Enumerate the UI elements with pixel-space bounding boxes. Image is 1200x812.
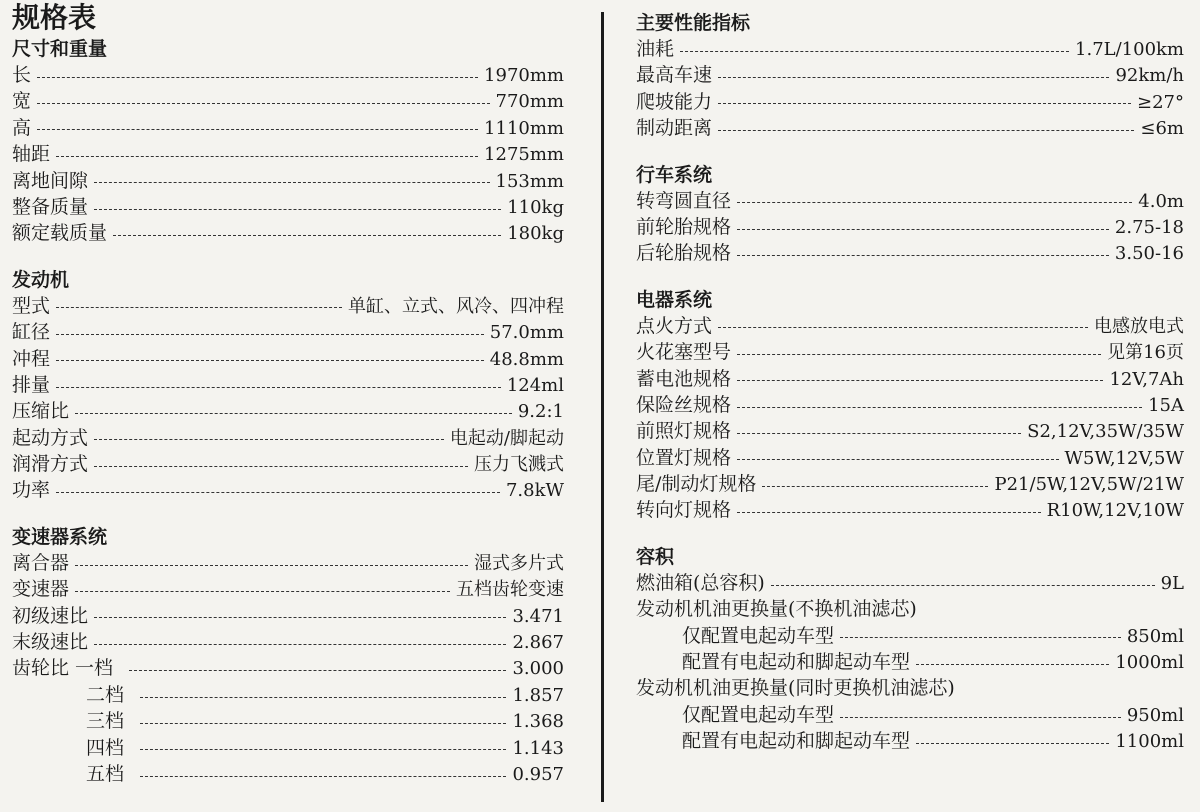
spec-label: 爬坡能力 <box>636 90 713 113</box>
dot-leader <box>56 360 484 361</box>
spec-row <box>12 425 564 451</box>
dot-leader <box>718 327 1088 328</box>
spec-label: 整备质量 <box>12 195 89 218</box>
spec-row <box>12 346 564 372</box>
dot-leader <box>840 717 1121 718</box>
spec-row <box>636 339 1184 365</box>
spec-row <box>636 392 1184 418</box>
dot-leader <box>737 202 1132 203</box>
right-column <box>636 10 1184 755</box>
gear-row <box>12 708 564 734</box>
dot-leader <box>916 743 1109 744</box>
spec-value: 1000ml <box>1115 652 1184 674</box>
spec-label: 额定载质量 <box>12 222 108 245</box>
gear-row <box>12 682 564 708</box>
dot-leader <box>762 486 988 487</box>
spec-row <box>12 194 564 220</box>
spec-label: 压缩比 <box>12 400 70 423</box>
spec-label: 型式 <box>12 294 51 317</box>
spec-row <box>12 88 564 114</box>
spec-row <box>636 728 1184 754</box>
spec-label: 最高车速 <box>636 64 713 87</box>
spec-label: 润滑方式 <box>12 453 89 476</box>
gear-ratio-label: 齿轮比 <box>12 657 70 680</box>
spec-row <box>12 62 564 88</box>
gear-label: 三档 <box>86 710 125 733</box>
spec-row <box>12 550 564 576</box>
dot-leader <box>140 697 506 698</box>
gear-row <box>12 735 564 761</box>
dot-leader <box>140 776 506 777</box>
column-divider <box>601 12 604 802</box>
dot-leader <box>737 512 1041 513</box>
spec-value: 五档齿轮变速 <box>456 579 564 601</box>
spec-value: 124ml <box>506 374 564 396</box>
spec-row <box>12 220 564 246</box>
spec-value: 9.2:1 <box>517 401 564 423</box>
spec-row <box>636 62 1184 88</box>
dot-leader <box>56 387 501 388</box>
dot-leader <box>75 591 450 592</box>
spec-row <box>12 141 564 167</box>
spec-label: 轴距 <box>12 143 51 166</box>
spec-label: 尾/制动灯规格 <box>636 473 757 496</box>
spec-label: 配置有电起动和脚起动车型 <box>682 651 911 674</box>
dot-leader <box>56 156 478 157</box>
dot-leader <box>718 103 1131 104</box>
spec-label: 缸径 <box>12 321 51 344</box>
spec-row <box>12 293 564 319</box>
spec-value: 2.75-18 <box>1114 216 1184 238</box>
spec-value: 110kg <box>507 196 564 218</box>
section-heading-electrical: 电器系统 <box>636 288 713 311</box>
spec-row <box>636 497 1184 523</box>
spec-value: 180kg <box>507 223 564 245</box>
spec-row <box>12 451 564 477</box>
dot-leader <box>737 459 1059 460</box>
spec-row <box>12 115 564 141</box>
spec-label: 制动距离 <box>636 117 713 140</box>
dot-leader <box>737 380 1103 381</box>
spec-row <box>12 372 564 398</box>
spec-value: 压力飞溅式 <box>474 454 564 476</box>
spec-row <box>636 240 1184 266</box>
spec-label: 离合器 <box>12 551 70 574</box>
spec-row <box>636 36 1184 62</box>
spec-value: 3.50-16 <box>1114 243 1184 265</box>
gear-row <box>12 655 564 681</box>
spec-row <box>636 418 1184 444</box>
dot-leader <box>75 565 468 566</box>
dot-leader <box>737 407 1142 408</box>
spec-label: 前轮胎规格 <box>636 215 732 238</box>
spec-label: 变速器 <box>12 578 70 601</box>
left-column <box>12 0 564 787</box>
page-title: 规格表 <box>12 1 97 34</box>
dot-leader <box>771 585 1155 586</box>
dot-leader <box>113 235 501 236</box>
spec-value: 12V,7Ah <box>1109 368 1184 390</box>
dot-leader <box>737 229 1109 230</box>
spec-value: R10W,12V,10W <box>1046 500 1184 522</box>
spec-label: 点火方式 <box>636 314 713 337</box>
spec-value: 57.0mm <box>489 322 564 344</box>
spec-value: 电起动/脚起动 <box>449 427 564 449</box>
spec-label: 宽 <box>12 90 32 113</box>
spec-label: 功率 <box>12 479 51 502</box>
gear-value: 1.368 <box>512 711 564 733</box>
spec-value: 9L <box>1160 572 1184 594</box>
spec-value: 153mm <box>495 170 564 192</box>
gear-label: 一档 <box>75 657 114 680</box>
spec-row <box>12 629 564 655</box>
dot-leader <box>94 209 501 210</box>
dot-leader <box>56 307 342 308</box>
dot-leader <box>129 670 506 671</box>
dot-leader <box>56 334 484 335</box>
dot-leader <box>840 637 1121 638</box>
spec-value: 1110mm <box>484 117 564 139</box>
spec-label: 配置有电起动和脚起动车型 <box>682 730 911 753</box>
spec-label: 离地间隙 <box>12 169 89 192</box>
spec-value: 850ml <box>1126 625 1184 647</box>
spec-value: P21/5W,12V,5W/21W <box>994 474 1184 496</box>
spec-value: 电感放电式 <box>1094 315 1184 337</box>
spec-label: 仅配置电起动车型 <box>682 624 835 647</box>
section-heading-transmission: 变速器系统 <box>12 525 108 548</box>
spec-label: 前照灯规格 <box>636 420 732 443</box>
spec-value: ≥27° <box>1137 91 1184 113</box>
dot-leader <box>37 103 489 104</box>
spec-row <box>636 214 1184 240</box>
spec-value: 48.8mm <box>489 348 564 370</box>
spec-label: 转弯圆直径 <box>636 189 732 212</box>
dot-leader <box>75 413 512 414</box>
gear-label: 五档 <box>86 762 125 785</box>
spec-value: 950ml <box>1126 704 1184 726</box>
spec-label: 冲程 <box>12 347 51 370</box>
spec-label: 末级速比 <box>12 631 89 654</box>
spec-row <box>636 115 1184 141</box>
oil-group-label: 发动机机油更换量(同时更换机油滤芯) <box>636 677 955 700</box>
spec-value: 1275mm <box>484 144 564 166</box>
gear-value: 1.857 <box>512 684 564 706</box>
spec-label: 火花塞型号 <box>636 341 732 364</box>
spec-value: 单缸、立式、风冷、四冲程 <box>348 295 564 317</box>
section-heading-running: 行车系统 <box>636 163 713 186</box>
spec-row <box>12 168 564 194</box>
dot-leader <box>737 255 1109 256</box>
spec-label: 保险丝规格 <box>636 393 732 416</box>
spec-value: S2,12V,35W/35W <box>1027 421 1184 443</box>
spec-row <box>636 366 1184 392</box>
gear-label: 四档 <box>86 736 125 759</box>
dot-leader <box>94 644 506 645</box>
spec-label: 燃油箱(总容积) <box>636 571 765 594</box>
spec-row <box>12 576 564 602</box>
spec-row <box>636 649 1184 675</box>
spec-label: 高 <box>12 116 32 139</box>
gear-value: 1.143 <box>512 737 564 759</box>
spec-label: 转向灯规格 <box>636 499 732 522</box>
spec-value: 2.867 <box>512 632 564 654</box>
section-heading-capacity: 容积 <box>636 545 675 568</box>
spec-value: ≤6m <box>1140 118 1184 140</box>
dot-leader <box>140 749 506 750</box>
spec-value: 见第16页 <box>1107 342 1184 364</box>
spec-value: 湿式多片式 <box>474 552 564 574</box>
dot-leader <box>37 129 478 130</box>
spec-row <box>636 188 1184 214</box>
dot-leader <box>140 723 506 724</box>
spec-value: 3.471 <box>512 605 564 627</box>
section-heading-engine: 发动机 <box>12 268 70 291</box>
spec-row <box>12 319 564 345</box>
spec-row <box>636 623 1184 649</box>
dot-leader <box>94 466 468 467</box>
spec-row <box>636 702 1184 728</box>
dot-leader <box>94 182 489 183</box>
spec-value: 4.0m <box>1138 190 1184 212</box>
spec-value: 1100ml <box>1115 731 1184 753</box>
spec-row <box>636 471 1184 497</box>
dot-leader <box>37 77 478 78</box>
section-heading-performance: 主要性能指标 <box>636 12 751 34</box>
dot-leader <box>916 664 1109 665</box>
spec-value: W5W,12V,5W <box>1064 447 1184 469</box>
spec-row <box>12 603 564 629</box>
spec-label: 初级速比 <box>12 604 89 627</box>
spec-row <box>636 570 1184 596</box>
spec-label: 蓄电池规格 <box>636 367 732 390</box>
dot-leader <box>718 130 1134 131</box>
spec-value: 7.8kW <box>505 480 564 502</box>
gear-value: 3.000 <box>512 658 564 680</box>
spec-label: 起动方式 <box>12 426 89 449</box>
spec-value: 1970mm <box>484 65 564 86</box>
dot-leader <box>56 492 500 493</box>
dot-leader <box>680 51 1069 52</box>
spec-label: 位置灯规格 <box>636 446 732 469</box>
spec-label: 长 <box>12 64 32 86</box>
gear-row <box>12 761 564 787</box>
spec-value: 92km/h <box>1115 65 1184 87</box>
spec-value: 1.7L/100km <box>1075 39 1184 60</box>
spec-label: 仅配置电起动车型 <box>682 703 835 726</box>
spec-row <box>636 89 1184 115</box>
spec-value: 15A <box>1148 394 1184 416</box>
spec-label: 油耗 <box>636 38 675 60</box>
spec-value: 770mm <box>495 91 564 113</box>
spec-row <box>12 398 564 424</box>
dot-leader <box>94 617 506 618</box>
spec-row <box>12 477 564 503</box>
spec-label: 排量 <box>12 373 51 396</box>
dot-leader <box>737 354 1101 355</box>
dot-leader <box>94 439 444 440</box>
gear-label: 二档 <box>86 683 125 706</box>
gear-value: 0.957 <box>512 763 564 785</box>
dot-leader <box>718 77 1109 78</box>
dot-leader <box>737 433 1021 434</box>
spec-row <box>636 445 1184 471</box>
spec-label: 后轮胎规格 <box>636 242 732 265</box>
oil-group-label: 发动机机油更换量(不换机油滤芯) <box>636 598 917 621</box>
spec-row <box>636 313 1184 339</box>
section-heading-dimensions: 尺寸和重量 <box>12 38 108 60</box>
